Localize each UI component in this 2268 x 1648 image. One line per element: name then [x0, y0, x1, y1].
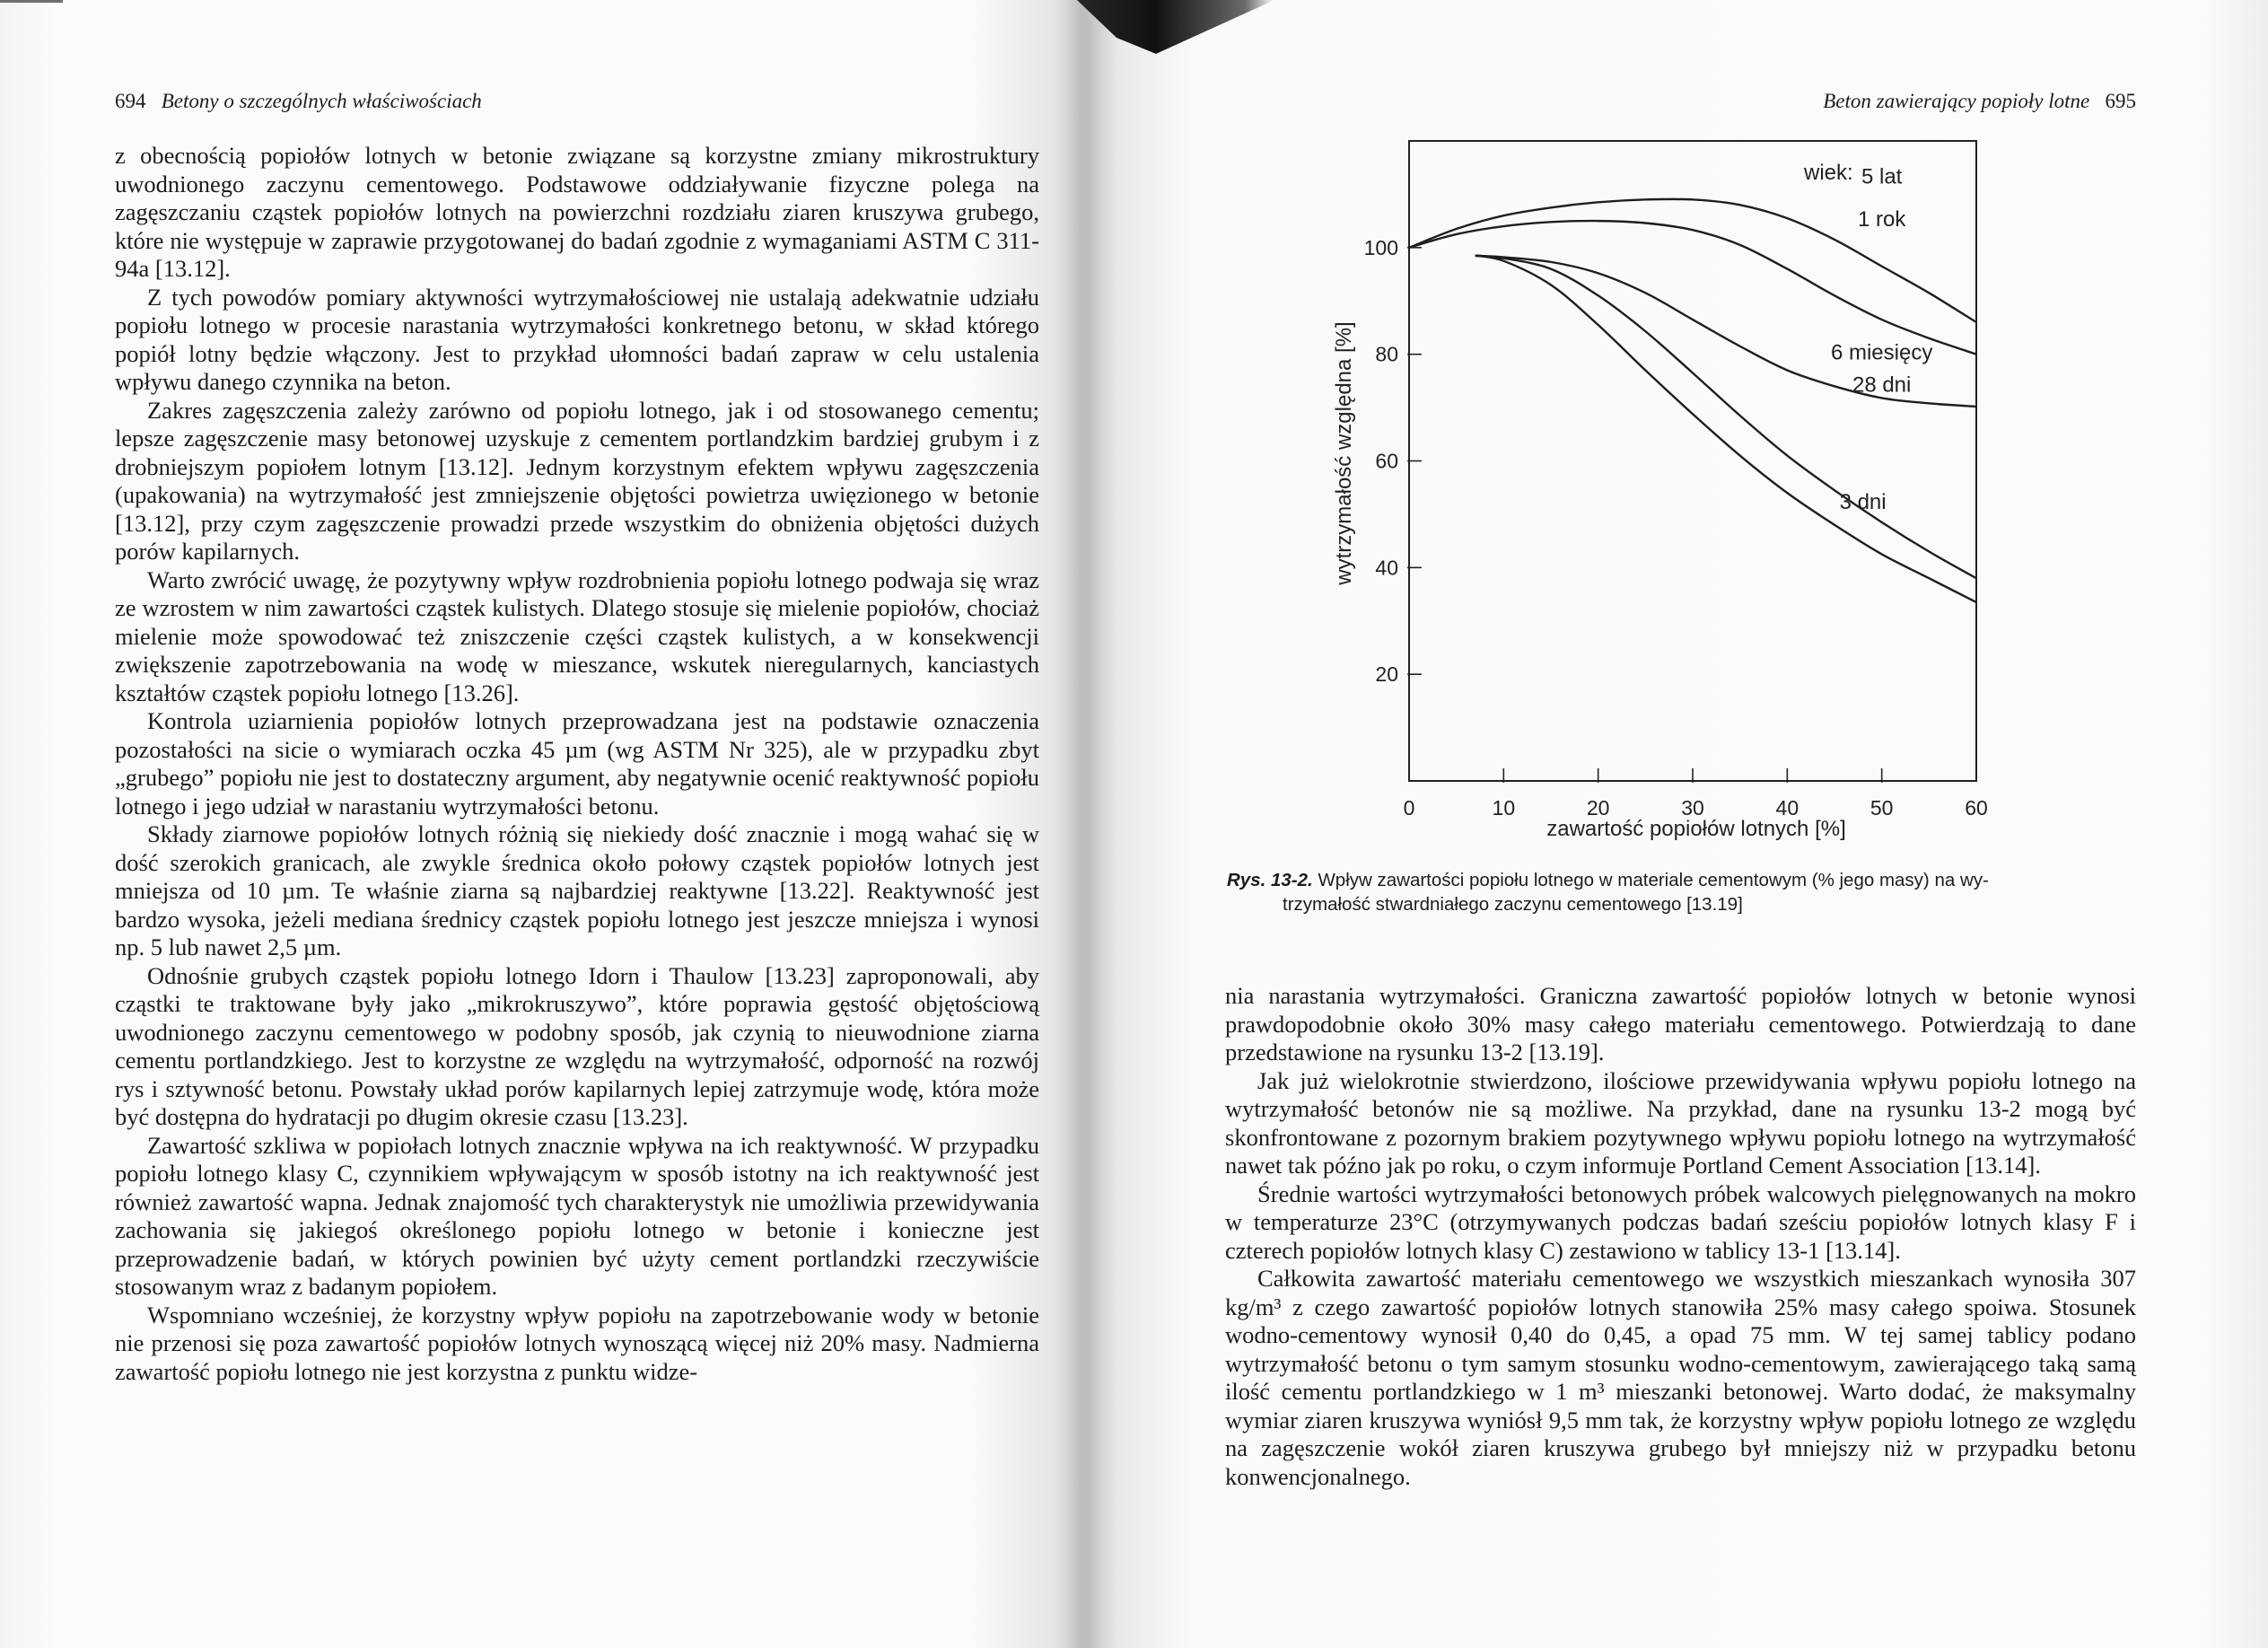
- page-edge: [0, 0, 63, 3]
- left-body-text: [115, 142, 1039, 1386]
- paragraph: Jak już wielokrotnie stwierdzono, ilościowe przewidywania wpływu popiołu lotnego na wytrzymałość betonów nie są możliwe. Na przykład, dane na rysunku 13-2 mogą być skonfrontowane z pozornym brakiem pozytywnego wpływu popiołu lotnego na wytrzymałość nawet tak późno jak po roku, o czym informuje Portland Cement Association [13.14].: [1225, 1066, 2136, 1179]
- x-axis-label: zawartość popiołów lotnych [%]: [1546, 817, 1846, 841]
- x-axis-ticks: [1404, 768, 1988, 820]
- plot-area: [1409, 141, 1976, 781]
- series-label: 1 rok: [1857, 207, 1906, 232]
- y-axis-label: wytrzymałość względna [%]: [1332, 321, 1356, 585]
- y-tick-label: 40: [1375, 556, 1398, 580]
- paragraph: z obecnością popiołów lotnych w betonie związane są korzystne zmiany mikrostruktury uwodnionego zaczynu cementowego. Podstawowe oddziaływanie fizyczne polega na zagęszczaniu cząstek popiołów lotnych na powierzchni rozdziału ziaren kruszywa grubego, które nie występuje w zaprawie przygotowanej do badań zgodnie z wymaganiami ASTM C 311-94a [13.12].: [115, 142, 1039, 282]
- x-tick-label: 10: [1492, 796, 1516, 820]
- paragraph: Składy ziarnowe popiołów lotnych różnią się niekiedy dość znacznie i mogą wahać się w dość szerokich granicach, ale zwykle średnica około połowy cząstek popiołów lotnych jest mniejsza od 10 µm. Te właśnie ziarna są najbardziej reaktywne [13.22]. Reaktywność jest bardzo wysoka, jeżeli mediana średnicy cząstek popiołu lotnego jest jeszcze mniejsza i wynosi np. 5 lub nawet 2,5 µm.: [115, 820, 1039, 960]
- series-label: 6 miesięcy: [1830, 340, 1933, 365]
- x-tick-label: 20: [1586, 796, 1610, 820]
- caption-label: Rys. 13-2.: [1227, 870, 1313, 890]
- caption-line-1: Wpływ zawartości popiołu lotnego w materiale cementowym (% jego masy) na wy-: [1318, 870, 1989, 890]
- paragraph: nia narastania wytrzymałości. Graniczna zawartość popiołów lotnych w betonie wynosi prawdopodobnie około 30% masy całego materiału cementowego. Potwierdzają to dane przedstawione na rysunku 13-2 [13.19].: [1225, 982, 2136, 1065]
- figure-caption: [1227, 868, 2129, 916]
- series-line-28-dni: [1476, 256, 1976, 578]
- right-running-head: [1823, 90, 2136, 113]
- x-tick-label: 40: [1775, 796, 1800, 820]
- paragraph: Odnośnie grubych cząstek popiołu lotnego Idorn i Thaulow [13.23] zaproponowali, aby cząstki te traktowane były jako „mikrokruszywo”, które poprawia gęstość objętościową uwodnionego zaczynu cementowego w podobny sposób, jak czynią to nieuwodnione ziarna cementu portlandzkiego. Jest to korzystne ze względu na wytrzymałość, odporność na rozwój rys i sztywność betonu. Powstały układ porów kapilarnych lepiej zatrzymuje wodę, która może być dostępna do hydratacji po długim okresie czasu [13.23].: [115, 961, 1039, 1130]
- x-tick-label: 60: [1965, 796, 1988, 820]
- gutter-shadow: [1064, 0, 1117, 1648]
- y-axis-ticks: [1364, 236, 1422, 686]
- paragraph: Wspomniano wcześniej, że korzystny wpływ popiołu na zapotrzebowanie wody w betonie nie przenosi się poza zawartość popiołów lotnych wynoszącą więcej niż 20% masy. Nadmierna zawartość popiołu lotnego nie jest korzystna z punktu widze-: [115, 1301, 1039, 1385]
- paragraph: Całkowita zawartość materiału cementowego we wszystkich mieszankach wynosiła 307 kg/m³ z czego zawartość popiołów lotnych stanowiła 25% masy całego spoiwa. Stosunek wodno-cementowy wynosił 0,40 do 0,45, a opad 75 mm. W tej samej tablicy podano wytrzymałość betonu o tym samym stosunku wodno-cementowym, zawierającego taką samą ilość cementu portlandzkiego w 1 m³ mieszanki betonowej. Warto dodać, że maksymalny wymiar ziaren kruszywa wyniósł 9,5 mm tak, że korzystny wpływ popiołu lotnego ze względu na zagęszczenie wokół ziaren kruszywa grubego był mniejszy niż w przypadku betonu konwencjonalnego.: [1225, 1265, 2136, 1490]
- chart: [1310, 130, 1992, 866]
- y-tick-label: 60: [1375, 449, 1398, 473]
- legend-title: wiek:: [1804, 161, 1853, 185]
- caption-line-2: trzymałość stwardniałego zaczynu cementowego [13.19]: [1283, 894, 1743, 915]
- series-line-1-rok: [1409, 221, 1976, 355]
- chart-frame: [1409, 141, 1976, 781]
- paragraph: Zawartość szkliwa w popiołach lotnych znacznie wpływa na ich reaktywność. W przypadku popiołu lotnego klasy C, czynnikiem wpływającym w sposób istotny na ich reaktywność jest również zawartość wapna. Jednak znajomość tych charakterystyk nie umożliwia przewidywania zachowania się jakiegoś określonego popiołu lotnego w betonie i konieczne jest przeprowadzenie badań, w których powinien być użyty cement portlandzki rzeczywiście stosowanym wraz z badanym popiołem.: [115, 1131, 1039, 1300]
- x-tick-label: 50: [1870, 796, 1894, 820]
- right-page-number: 695: [2105, 90, 2136, 112]
- left-page-number: 694: [115, 90, 146, 112]
- figure-13-2: [1310, 130, 1992, 866]
- series-label: 3 dni: [1839, 489, 1887, 514]
- x-tick-label: 30: [1681, 796, 1704, 820]
- paragraph: Zakres zagęszczenia zależy zarówno od popiołu lotnego, jak i od stosowanego cementu; lepsze zagęszczenie masy betonowej uzyskuje z cementem portlandzkim bardziej grubym i z drobniejszym popiołem lotnym [13.12]. Jednym korzystnym efektem wpływu zagęszczenia (upakowania) na wytrzymałość jest zmniejszenie objętości powietrza uwięzionego w betonie [13.12], przy czym zagęszczenie prowadzi przede wszystkim do obniżenia objętości dużych porów kapilarnych.: [115, 396, 1039, 565]
- chart-series: [1409, 199, 1976, 602]
- series-label: 28 dni: [1852, 373, 1912, 398]
- left-page: [115, 0, 1039, 1648]
- paragraph: Z tych powodów pomiary aktywności wytrzymałościowej nie ustalają adekwatnie udziału popiołu lotnego w procesie narastania wytrzymałości konkretnego betonu, w skład którego popiół lotny będzie włączony. Jest to przykład ułomności badań zapraw w celu ustalenia wpływu danego czynnika na beton.: [115, 283, 1039, 395]
- right-body-text: [1225, 982, 2136, 1491]
- paragraph: Warto zwrócić uwagę, że pozytywny wpływ rozdrobnienia popiołu lotnego podwaja się wraz ze wzrostem w nim zawartości cząstek kulistych. Dlatego stosuje się mielenie popiołów, chociaż mielenie może spowodować też zniszczenie części cząstek kulistych, a w konsekwencji zwiększenie zapotrzebowania na wodę w mieszance, wskutek nieregularnych, kanciastych kształtów cząstek popiołu lotnego [13.26].: [115, 565, 1039, 706]
- series-label: 5 lat: [1861, 164, 1903, 189]
- series-labels: [1831, 165, 1932, 514]
- y-tick-label: 80: [1375, 342, 1398, 366]
- right-running-title: Beton zawierający popioły lotne: [1823, 90, 2090, 112]
- left-running-title: Betony o szczególnych właściwościach: [161, 90, 482, 112]
- left-running-head: [115, 90, 482, 113]
- series-line-3-dni: [1476, 256, 1976, 602]
- paragraph: Kontrola uziarnienia popiołów lotnych przeprowadzana jest na podstawie oznaczenia pozostałości na sicie o wymiarach oczka 45 µm (wg ASTM Nr 325), ale w przypadku zbyt „grubego” popiołu nie jest to dostateczny argument, aby negatywnie ocenić reaktywność popiołu lotnego i jego udział w narastaniu wytrzymałości betonu.: [115, 707, 1039, 820]
- y-tick-label: 20: [1375, 662, 1398, 687]
- y-tick-label: 100: [1363, 235, 1398, 259]
- paragraph: Średnie wartości wytrzymałości betonowych próbek walcowych pielęgnowanych na mokro w temperaturze 23°C (otrzymywanych podczas badań sześciu popiołów lotnych klasy F i czterech popiołów lotnych klasy C) zestawiono w tablicy 13-1 [13.14].: [1225, 1179, 2136, 1264]
- x-tick-label: 0: [1403, 796, 1415, 820]
